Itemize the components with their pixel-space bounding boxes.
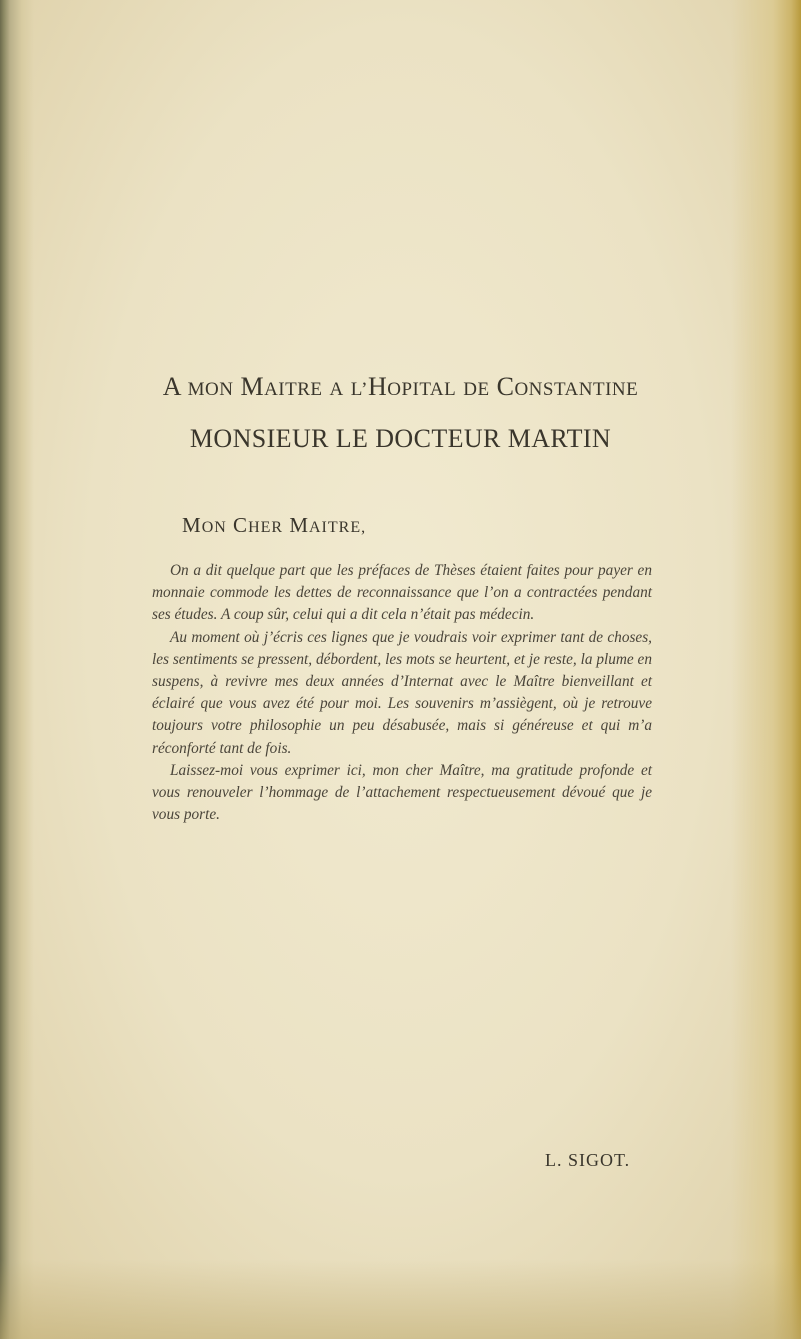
heading-word: A (329, 379, 344, 400)
letter-paragraph: Au moment où j’écris ces lignes que je voudrais voir exprimer tant de choses, les sentiments se pressent, débordent, les mots se heurtent, et je reste, la plume en suspens, à revivre mes deux années d’Internat avec le Maître bienveillant et éclairé que vous avez été pour moi. Les souvenirs m’assiègent, où je retrouve toujours votre philosophie un peu désabusée, mais si généreuse et qui m’a réconforté tant de fois. (152, 628, 652, 757)
salutation-word: MON (182, 513, 227, 537)
page-right-discoloration (731, 0, 801, 1339)
heading-word: DE (463, 379, 490, 400)
signature: L. SIGOT. (545, 1150, 631, 1170)
letter-body (152, 560, 652, 826)
letter-paragraph: Laissez-moi vous exprimer ici, mon cher Maître, ma gratitude profonde et vous renouveler l’hommage de l’attachement respectueusement dévoué que je vous porte. (152, 761, 652, 824)
page-left-shadow (0, 0, 34, 1339)
page-bottom-discoloration (0, 1259, 801, 1339)
heading-word: MON (187, 379, 234, 400)
salutation (182, 513, 366, 538)
salutation-word: MAITRE, (289, 513, 367, 537)
dedicatee-name: MONSIEUR LE DOCTEUR MARTIN (189, 424, 612, 453)
dedication-heading (0, 372, 801, 402)
heading-word: CONSTANTINE (496, 372, 639, 401)
heading-word: A (162, 372, 181, 401)
letter-paragraph: On a dit quelque part que les préfaces de Thèses étaient faites pour payer en monnaie commode les dettes de reconnaissance que l’on a contractées pendant ses études. A coup sûr, celui qui a dit cela n’était pas médecin. (152, 562, 652, 624)
heading-word: L’HOPITAL (350, 372, 457, 401)
salutation-word: CHER (233, 513, 284, 537)
heading-word: MAITRE (240, 372, 323, 401)
